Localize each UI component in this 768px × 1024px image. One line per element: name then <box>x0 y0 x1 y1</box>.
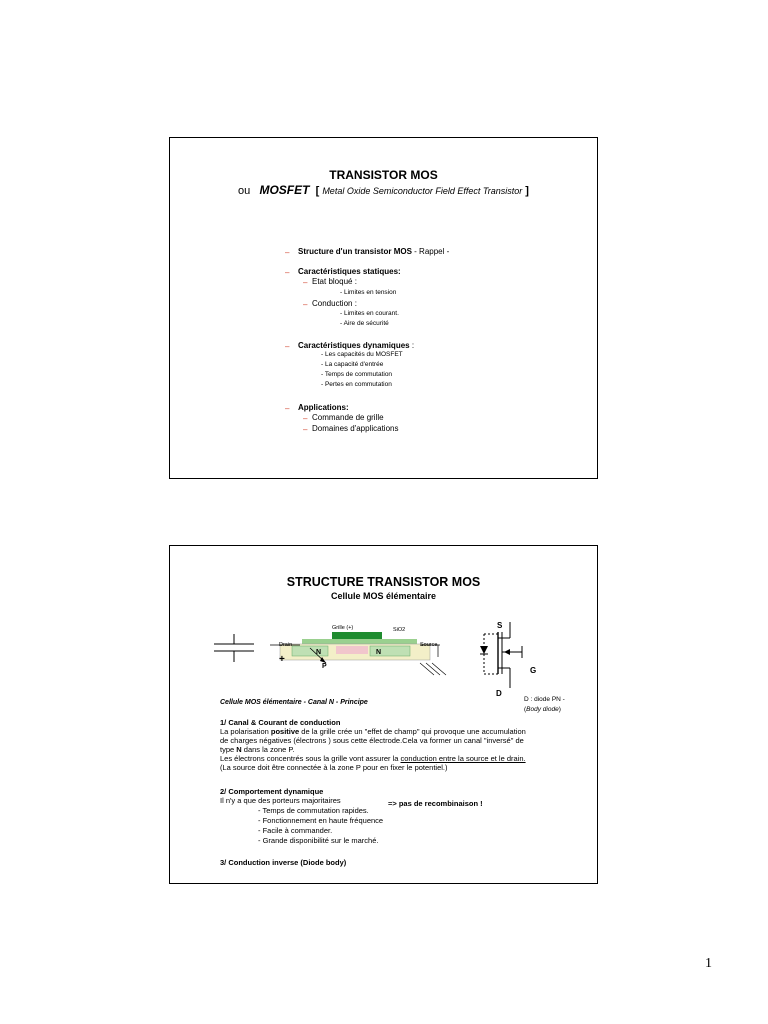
sec2-item: - Temps de commutation rapides. <box>258 806 369 815</box>
sec2-item: - Facile à commander. <box>258 826 333 835</box>
dynamiques-subitem: - Temps de commutation <box>321 371 393 378</box>
structure-suffix: - Rappel - <box>414 247 450 256</box>
mosfet-symbol <box>478 622 538 694</box>
diagram-caption: Cellule MOS élémentaire - Canal N - Principe <box>220 699 368 706</box>
applications-item: Commande de grille <box>312 413 384 422</box>
slide-2 <box>169 545 598 884</box>
applications-label: Applications: <box>298 403 349 412</box>
diode-note2: (Body diode) <box>524 706 561 713</box>
bullet-dash: – <box>285 268 290 277</box>
applications-item: Domaines d'applications <box>312 424 399 433</box>
source-label: Source <box>420 642 438 648</box>
n-left-label: N <box>316 649 322 656</box>
symbol-s-label: S <box>497 621 503 630</box>
dynamiques-subitem: - Pertes en commutation <box>321 381 392 388</box>
bullet-dash: – <box>285 404 290 413</box>
subtitle-mosfet: MOSFET <box>259 183 310 197</box>
page-number: 1 <box>705 956 712 971</box>
sec2-item: - Grande disponibilité sur le marché. <box>258 836 379 845</box>
sec1-line: de charges négatives (électrons ) sous cette électrode.Cela va former un canal "inversé" de <box>220 736 524 745</box>
plus-sign: + <box>279 654 285 665</box>
sec2-heading: 2/ Comportement dynamique <box>220 787 324 796</box>
bullet-dash: – <box>285 248 290 257</box>
sec1-line: type N dans la zone P. <box>220 745 295 754</box>
drain-label: Drain <box>279 642 293 648</box>
slide2-subtitle: Cellule MOS élémentaire <box>330 591 437 601</box>
sec1-heading: 1/ Canal & Courant de conduction <box>220 718 341 727</box>
sec1-line: Les électrons concentrés sous la grille vont assurer la conduction entre la source et le drain. <box>220 754 526 763</box>
etat-bloque-item: - Limites en tension <box>340 289 397 296</box>
dynamiques-subitem: - La capacité d'entrée <box>321 361 384 368</box>
bullet-dash: – <box>303 278 308 287</box>
bullet-dash: – <box>303 414 308 423</box>
sec2-arrow-note: => pas de recombinaison ! <box>388 799 483 808</box>
n-right-label: N <box>376 649 382 656</box>
grille-label: Grille (+) <box>332 625 354 631</box>
slide-1 <box>169 137 598 479</box>
sio2-label: SiO2 <box>393 627 406 633</box>
subtitle-close-bracket: ] <box>525 185 529 197</box>
mos-cross-section <box>270 623 450 679</box>
sec3-heading: 3/ Conduction inverse (Diode body) <box>220 858 347 867</box>
subtitle-expansion: Metal Oxide Semiconductor Field Effect Transistor <box>322 186 523 196</box>
sec2-item: - Fonctionnement en haute fréquence <box>258 816 384 825</box>
slide2-title: STRUCTURE TRANSISTOR MOS <box>286 575 481 589</box>
sec2-intro: Il n'y a que des porteurs majoritaires <box>220 796 341 805</box>
structure-item <box>298 247 449 256</box>
dynamiques-item <box>298 341 414 350</box>
subtitle-prefix: ou <box>238 185 251 197</box>
bullet-dash: – <box>285 342 290 351</box>
conduction-label: Conduction : <box>312 299 357 308</box>
bullet-dash: – <box>303 425 308 434</box>
sec1-line: (La source doit être connectée à la zone P pour en fixer le potentiel.) <box>220 763 448 772</box>
p-label: P <box>322 663 327 670</box>
slide1-title: TRANSISTOR MOS <box>329 168 438 182</box>
slide1-subtitle <box>170 183 597 197</box>
statiques-label: Caractéristiques statiques: <box>298 267 401 276</box>
dynamiques-subitem: - Les capacités du MOSFET <box>321 351 403 358</box>
symbol-d-label: D <box>496 689 502 698</box>
sec1-line: La polarisation positive de la grille crée un "effet de champ" qui provoque une accumulation <box>220 727 526 736</box>
conduction-item: - Aire de sécurité <box>340 320 389 327</box>
symbol-g-label: G <box>530 666 537 675</box>
conduction-item: - Limites en courant. <box>340 310 399 317</box>
structure-label: Structure d'un transistor MOS <box>298 247 412 256</box>
capacitor-symbol <box>210 634 258 668</box>
diode-note: D : diode PN - <box>524 696 565 703</box>
subtitle-open-bracket: [ <box>315 185 320 197</box>
dynamiques-label: Caractéristiques dynamiques <box>298 341 410 350</box>
bullet-dash: – <box>303 300 308 309</box>
gate-electrode <box>332 632 382 639</box>
etat-bloque-label: Etat bloqué : <box>312 277 357 286</box>
dynamiques-colon: : <box>411 341 415 350</box>
